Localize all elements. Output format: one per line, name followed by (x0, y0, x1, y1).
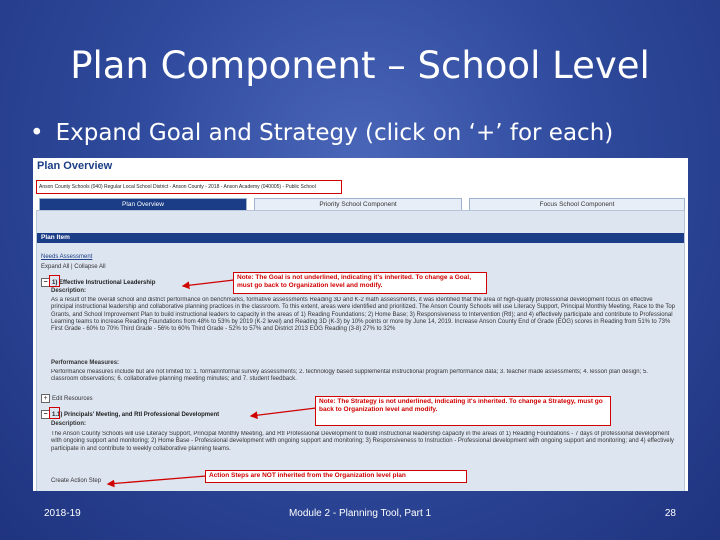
expand-collapse-row: Expand All | Collapse All (41, 264, 106, 270)
expand-strategy-icon[interactable]: − (41, 410, 50, 419)
slide-title: Plan Component – School Level (70, 44, 650, 87)
tab-focus-school-component[interactable]: Focus School Component (469, 198, 685, 210)
slide-number: 28 (664, 508, 676, 519)
section-header: Plan Item (37, 233, 684, 243)
breadcrumb: Anson County Schools (040) Regular Local School District - Anson County - 2018 - Anson Academy (040005) - Public School (36, 180, 342, 194)
strategy-toggle-highlight (49, 407, 60, 419)
performance-text: Performance measures include but are not limited to: 1. formal/informal survey assessments; 2. technology based supplemental instructional program performance data; 3. teacher made assessments; 4. lesson plan design; 5. classroom observations; 6. collaborative planning meeting minutes; and 7. student feedback. (51, 369, 648, 383)
goal-toggle-highlight (49, 275, 60, 287)
expand-all-link[interactable]: Expand All (41, 264, 70, 270)
description-text: As a result of the overall school and district performance on benchmarks, formative assessments Reading 3D and K-2 math assessments, it was identified that the area of high-quality professional development focus on effective principal instructional leadership and collaborative planning practices in the classroom. To this extent, areas were identified and prioritized. The Anson County Schools will use Literacy Support, Principal Monthly Meeting, Race to the Top Grants, and School Improvement Plan to build instructional leaders to capacity in the areas of 1) Reading Foundations; 2) Home Base; 3) Responsiveness to Intervention (RtI); and 4) effectively participate and contribute to Professional Learning teams to increase Reading Foundations from 48% to 53% by 2019 (K-2 level) and Reading 3D (K-3) by 10% points or more by June 14, 2019. Increase Anson County End of Grade (EOG) scores in Reading from 51% to 73% First Grade - 60% to 70% Third Grade - 56% to 60% Third Grade - 52% to 57% and District 2013 EOG Reading (3-8) 27% to 32% (51, 297, 676, 333)
expand-goal-icon[interactable]: − (41, 278, 50, 287)
strategy-description-text: The Anson County Schools will use Literacy Support, Principal Monthly Meeting, and RtI Professional Development to build instructional leadership capacity in the areas of 1) Reading Foundations - 7 days of professional development with ongoing support and monitoring; 2) Home Base - Professional development with ongoing support and monitoring; 3) Responsiveness to Instruction - Professional development with ongoing support and monitoring; and 4) effectively participate in and contribute to weekly collaborative planning teams. (51, 431, 674, 452)
edit-resources-link[interactable]: Edit Resources (52, 396, 93, 403)
plan-panel (36, 210, 685, 491)
strategy-description-label: Description: (51, 421, 87, 427)
plan-overview-title: Plan Overview (37, 160, 113, 172)
screenshot-panel (33, 158, 688, 491)
strategy-label[interactable]: 1.1) Principals' Meeting, and RtI Professional Development (52, 412, 220, 419)
strategy-row (41, 410, 219, 419)
tab-priority-school-component[interactable]: Priority School Component (254, 198, 462, 210)
strategy-note-callout: Note: The Strategy is not underlined, indicating it's inherited. To change a Strategy, must go back to Organization level and modify. (315, 396, 611, 426)
edit-resources-row (41, 394, 93, 403)
footer-title: Module 2 - Planning Tool, Part 1 (288, 508, 432, 519)
goal-label[interactable]: 1) Effective Instructional Leadership (52, 280, 156, 287)
goal-note-callout: Note: The Goal is not underlined, indicating it's inherited. To change a Goal, must go back to Organization level and modify. (233, 272, 487, 294)
needs-assessment-link[interactable]: Needs Assessment (41, 254, 93, 260)
create-action-step-link[interactable]: Create Action Step (51, 478, 102, 484)
description-label: Description: (51, 288, 87, 294)
collapse-all-link[interactable]: Collapse All (74, 264, 106, 270)
tab-plan-overview[interactable]: Plan Overview (39, 198, 247, 210)
footer-date: 2018-19 (44, 508, 81, 519)
tab-bar (39, 198, 683, 209)
action-steps-note-callout: Action Steps are NOT inherited from the Organization level plan (205, 470, 467, 483)
bullet-text: Expand Goal and Strategy (click on ‘+’ for each) (55, 120, 614, 146)
bullet-icon: • (30, 120, 44, 146)
performance-label: Performance Measures: (51, 360, 120, 366)
plus-icon[interactable]: + (41, 394, 50, 403)
bullet-point (30, 120, 613, 146)
